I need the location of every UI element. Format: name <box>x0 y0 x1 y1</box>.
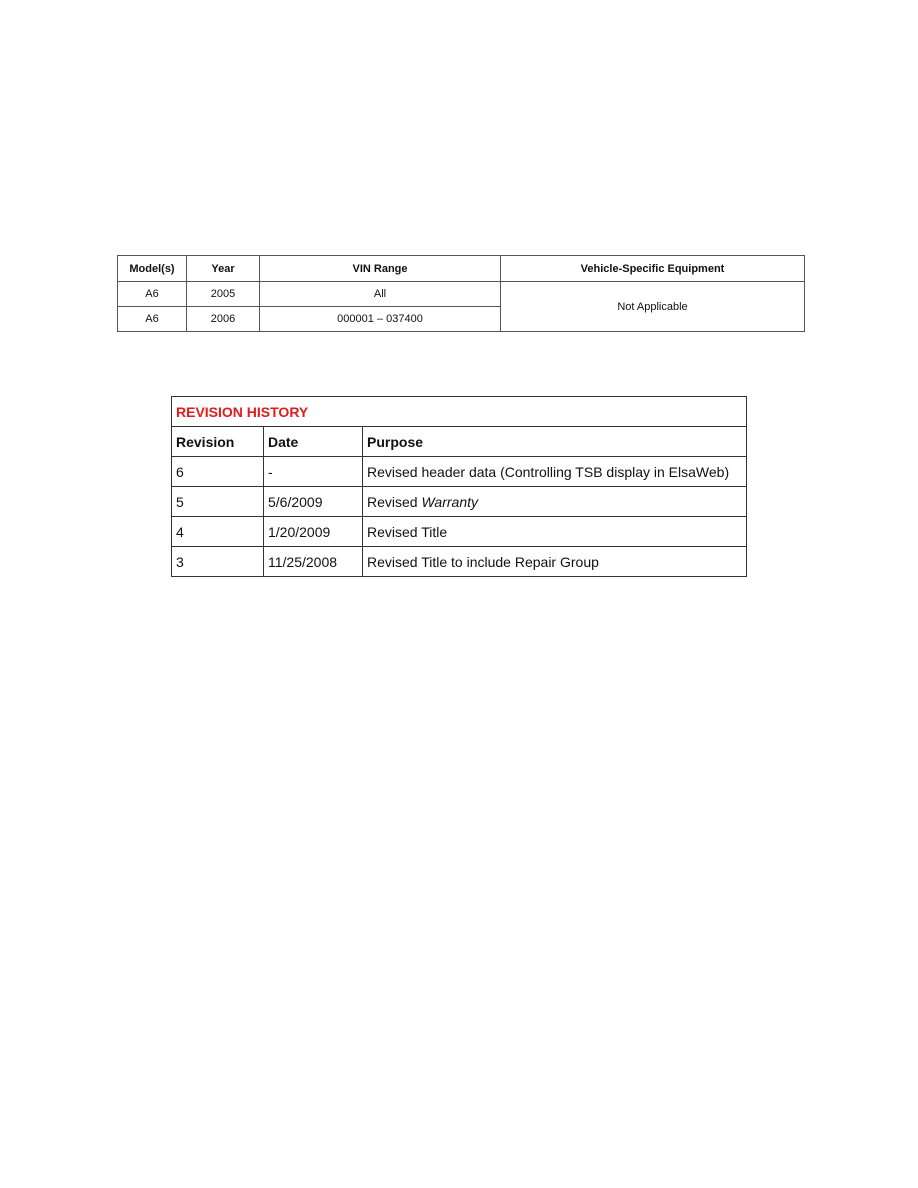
header-purpose: Purpose <box>363 427 747 457</box>
cell-revision: 4 <box>172 517 264 547</box>
revision-title-row <box>172 397 747 427</box>
cell-year: 2006 <box>187 307 260 332</box>
revision-history-table <box>171 396 747 577</box>
cell-vin-range: All <box>260 282 501 307</box>
cell-date: - <box>264 457 363 487</box>
table-row <box>172 457 747 487</box>
cell-date: 5/6/2009 <box>264 487 363 517</box>
cell-purpose: Revised header data (Controlling TSB display in ElsaWeb) <box>363 457 747 487</box>
cell-year: 2005 <box>187 282 260 307</box>
header-models: Model(s) <box>118 256 187 282</box>
cell-model: A6 <box>118 307 187 332</box>
header-revision: Revision <box>172 427 264 457</box>
table-row <box>118 282 805 307</box>
cell-purpose <box>363 487 747 517</box>
cell-revision: 6 <box>172 457 264 487</box>
header-vin-range: VIN Range <box>260 256 501 282</box>
cell-model: A6 <box>118 282 187 307</box>
header-equipment: Vehicle-Specific Equipment <box>501 256 805 282</box>
cell-revision: 3 <box>172 547 264 577</box>
header-year: Year <box>187 256 260 282</box>
applicability-header-row <box>118 256 805 282</box>
cell-vin-range: 000001 – 037400 <box>260 307 501 332</box>
cell-purpose: Revised Title to include Repair Group <box>363 547 747 577</box>
cell-revision: 5 <box>172 487 264 517</box>
cell-date: 1/20/2009 <box>264 517 363 547</box>
cell-equipment: Not Applicable <box>501 282 805 332</box>
revision-header-row <box>172 427 747 457</box>
revision-history-title: REVISION HISTORY <box>172 397 747 427</box>
table-row <box>172 487 747 517</box>
purpose-prefix: Revised <box>367 493 422 510</box>
cell-purpose: Revised Title <box>363 517 747 547</box>
applicability-table <box>117 255 805 332</box>
table-row <box>172 517 747 547</box>
cell-date: 11/25/2008 <box>264 547 363 577</box>
header-date: Date <box>264 427 363 457</box>
purpose-emphasis: Warranty <box>421 493 479 510</box>
table-row <box>172 547 747 577</box>
